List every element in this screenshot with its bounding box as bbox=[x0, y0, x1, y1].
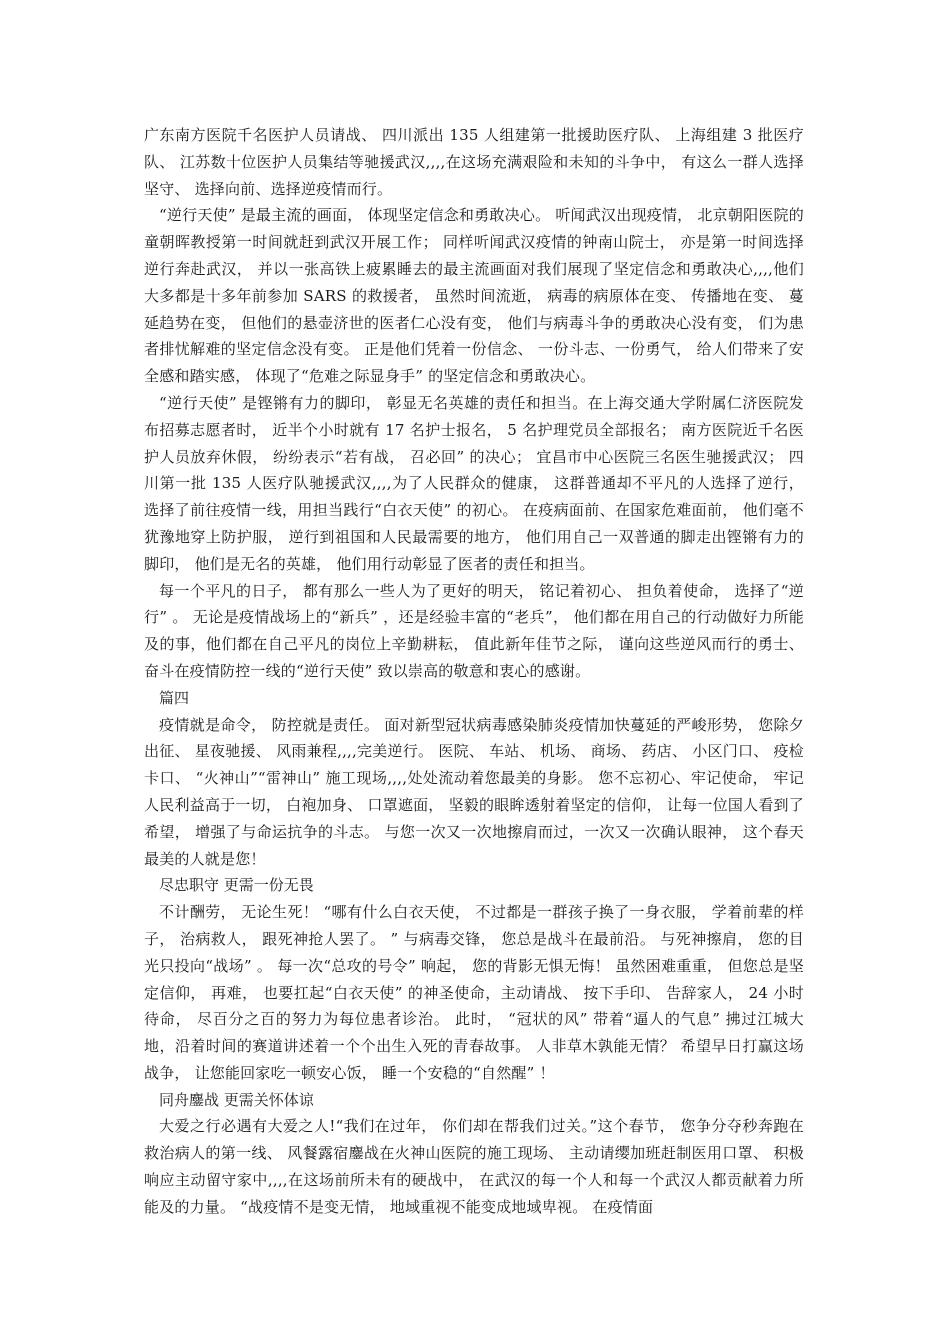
paragraph-3: “逆行天使” 是铿锵有力的脚印， 彰显无名英雄的责任和担当。在上海交通大学附属仁济医院发布招募志愿者时， 近半个小时就有 17 名护士报名， 5 名护理党员全部报名； 南方医院近千名医护人员放弃休假， 纷纷表示“若有战， 召必回” 的决心； 宜昌市中心医院三名医生驰援武汉； 四川第一批 135 人医疗队驰援武汉,,,,为了人民群众的健康， 这群普通却不平凡的人选择了逆行， 选择了前往疫情一线，用担当践行“白衣天使” 的初心。 在疫病面前、在国家危难面前， 他们毫不犹豫地穿上防护服， 逆行到祖国和人民最需要的地方， 他们用自己一双普通的脚走出铿锵有力的脚印， 他们是无名的英雄， 他们用行动彰显了医者的责任和担当。 bbox=[144, 393, 804, 573]
paragraph-7: 大爱之行必遇有大爱之人!“我们在过年， 你们却在帮我们过关。”这个春节， 您争分夺秒奔跑在救治病人的第一线、 风餐露宿鏖战在火神山医院的施工现场、 主动请缨加班赶制医用口罩、 积极响应主动留守家中,,,,在这场前所未有的硬战中， 在武汉的每一个人和每一个武汉人都贡献着力所能及的力量。 “战疫情不是变无情， 地域重视不能变成地域卑视。 在疫情面 bbox=[144, 1117, 804, 1216]
paragraph-2: “逆行天使” 是最主流的画面， 体现坚定信念和勇敢决心。 听闻武汉出现疫情， 北京朝阳医院的童朝晖教授第一时间就赶到武汉开展工作； 同样听闻武汉疫情的钟南山院士， 亦是第一时间选择逆行奔赴武汉， 并以一张高铁上疲累睡去的最主流画面对我们展现了坚定信念和勇敢决心,,,,他们大多都是十多年前参加 SARS 的救援者， 虽然时间流逝， 病毒的病原体在变、 传播地在变、 蔓延趋势在变， 但他们的悬壶济世的医者仁心没有变， 他们与病毒斗争的勇敢决心没有变， 们为患者排忧解难的坚定信念没有变。 正是他们凭着一份信念、 一份斗志、一份勇气， 给人们带来了安全感和踏实感， 体现了“危难之际显身手” 的坚定信念和勇敢决心。 bbox=[144, 206, 804, 386]
paragraph-5: 疫情就是命令， 防控就是责任。 面对新型冠状病毒感染肺炎疫情加快蔓延的严峻形势， 您除夕出征、 星夜驰援、 风雨兼程,,,,完美逆行。 医院、 车站、 机场、 商场、 药店、 小区门口、 疫检卡口、 “火神山”“雷神山” 施工现场,,,,处处流动着您最美的身影。 您不忘初心、牢记使命， 牢记人民利益高于一切， 白袍加身、 口罩遮面， 坚毅的眼眸透射着坚定的信仰， 让每一位国人看到了希望， 增强了与命运抗争的斗志。 与您一次又一次地擦肩而过，一次又一次确认眼神， 这个春天最美的人就是您！ bbox=[144, 715, 804, 868]
paragraph-1: 广东南方医院千名医护人员请战、 四川派出 135 人组建第一批援助医疗队、 上海组建 3 批医疗队、 江苏数十位医护人员集结等驰援武汉,,,,在这场充满艰险和未知的斗争中， 有这么一群人选择坚守、 选择向前、选择逆疫情而行。 bbox=[144, 126, 804, 198]
subheading-together: 同舟鏖战 更需关怀体谅 bbox=[159, 1090, 314, 1109]
paragraph-6: 不计酬劳， 无论生死！ “哪有什么白衣天使， 不过都是一群孩子换了一身衣服， 学着前辈的样子， 治病救人， 跟死神抢人罢了。 ” 与病毒交锋， 您总是战斗在最前沿。 与死神擦肩， 您的目光只投向“战场” 。 每一次“总攻的号令” 响起， 您的背影无惧无悔！ 虽然困难重重， 但您总是坚定信仰， 再难， 也要扛起“白衣天使” 的神圣使命，主动请战、 按下手印、 告辞家人， 24 小时待命， 尽百分之百的努力为每位患者诊治。 此时， “冠状的风” 带着“逼人的气息” 拂过江城大地，沿着时间的赛道讲述着一个个出生入死的青春故事。 人非草木孰能无情？ 希望早日打赢这场战争， 让您能回家吃一顿安心饭， 睡一个安稳的“自然醒” ！ bbox=[144, 903, 804, 1082]
subheading-duty: 尽忠职守 更需一份无畏 bbox=[159, 876, 314, 895]
document-body bbox=[144, 122, 804, 1221]
section-heading-4: 篇四 bbox=[159, 688, 190, 707]
paragraph-4: 每一个平凡的日子， 都有那么一些人为了更好的明天， 铭记着初心、 担负着使命， 选择了“逆行” 。 无论是疫情战场上的“新兵” ，还是经验丰富的“老兵”， 他们都在用自己的行动做好力所能及的事，他们都在自己平凡的岗位上辛勤耕耘， 值此新年佳节之际， 谨向这些逆风而行的勇士、 奋斗在疫情防控一线的“逆行天使” 致以崇高的敬意和衷心的感谢。 bbox=[144, 581, 804, 680]
